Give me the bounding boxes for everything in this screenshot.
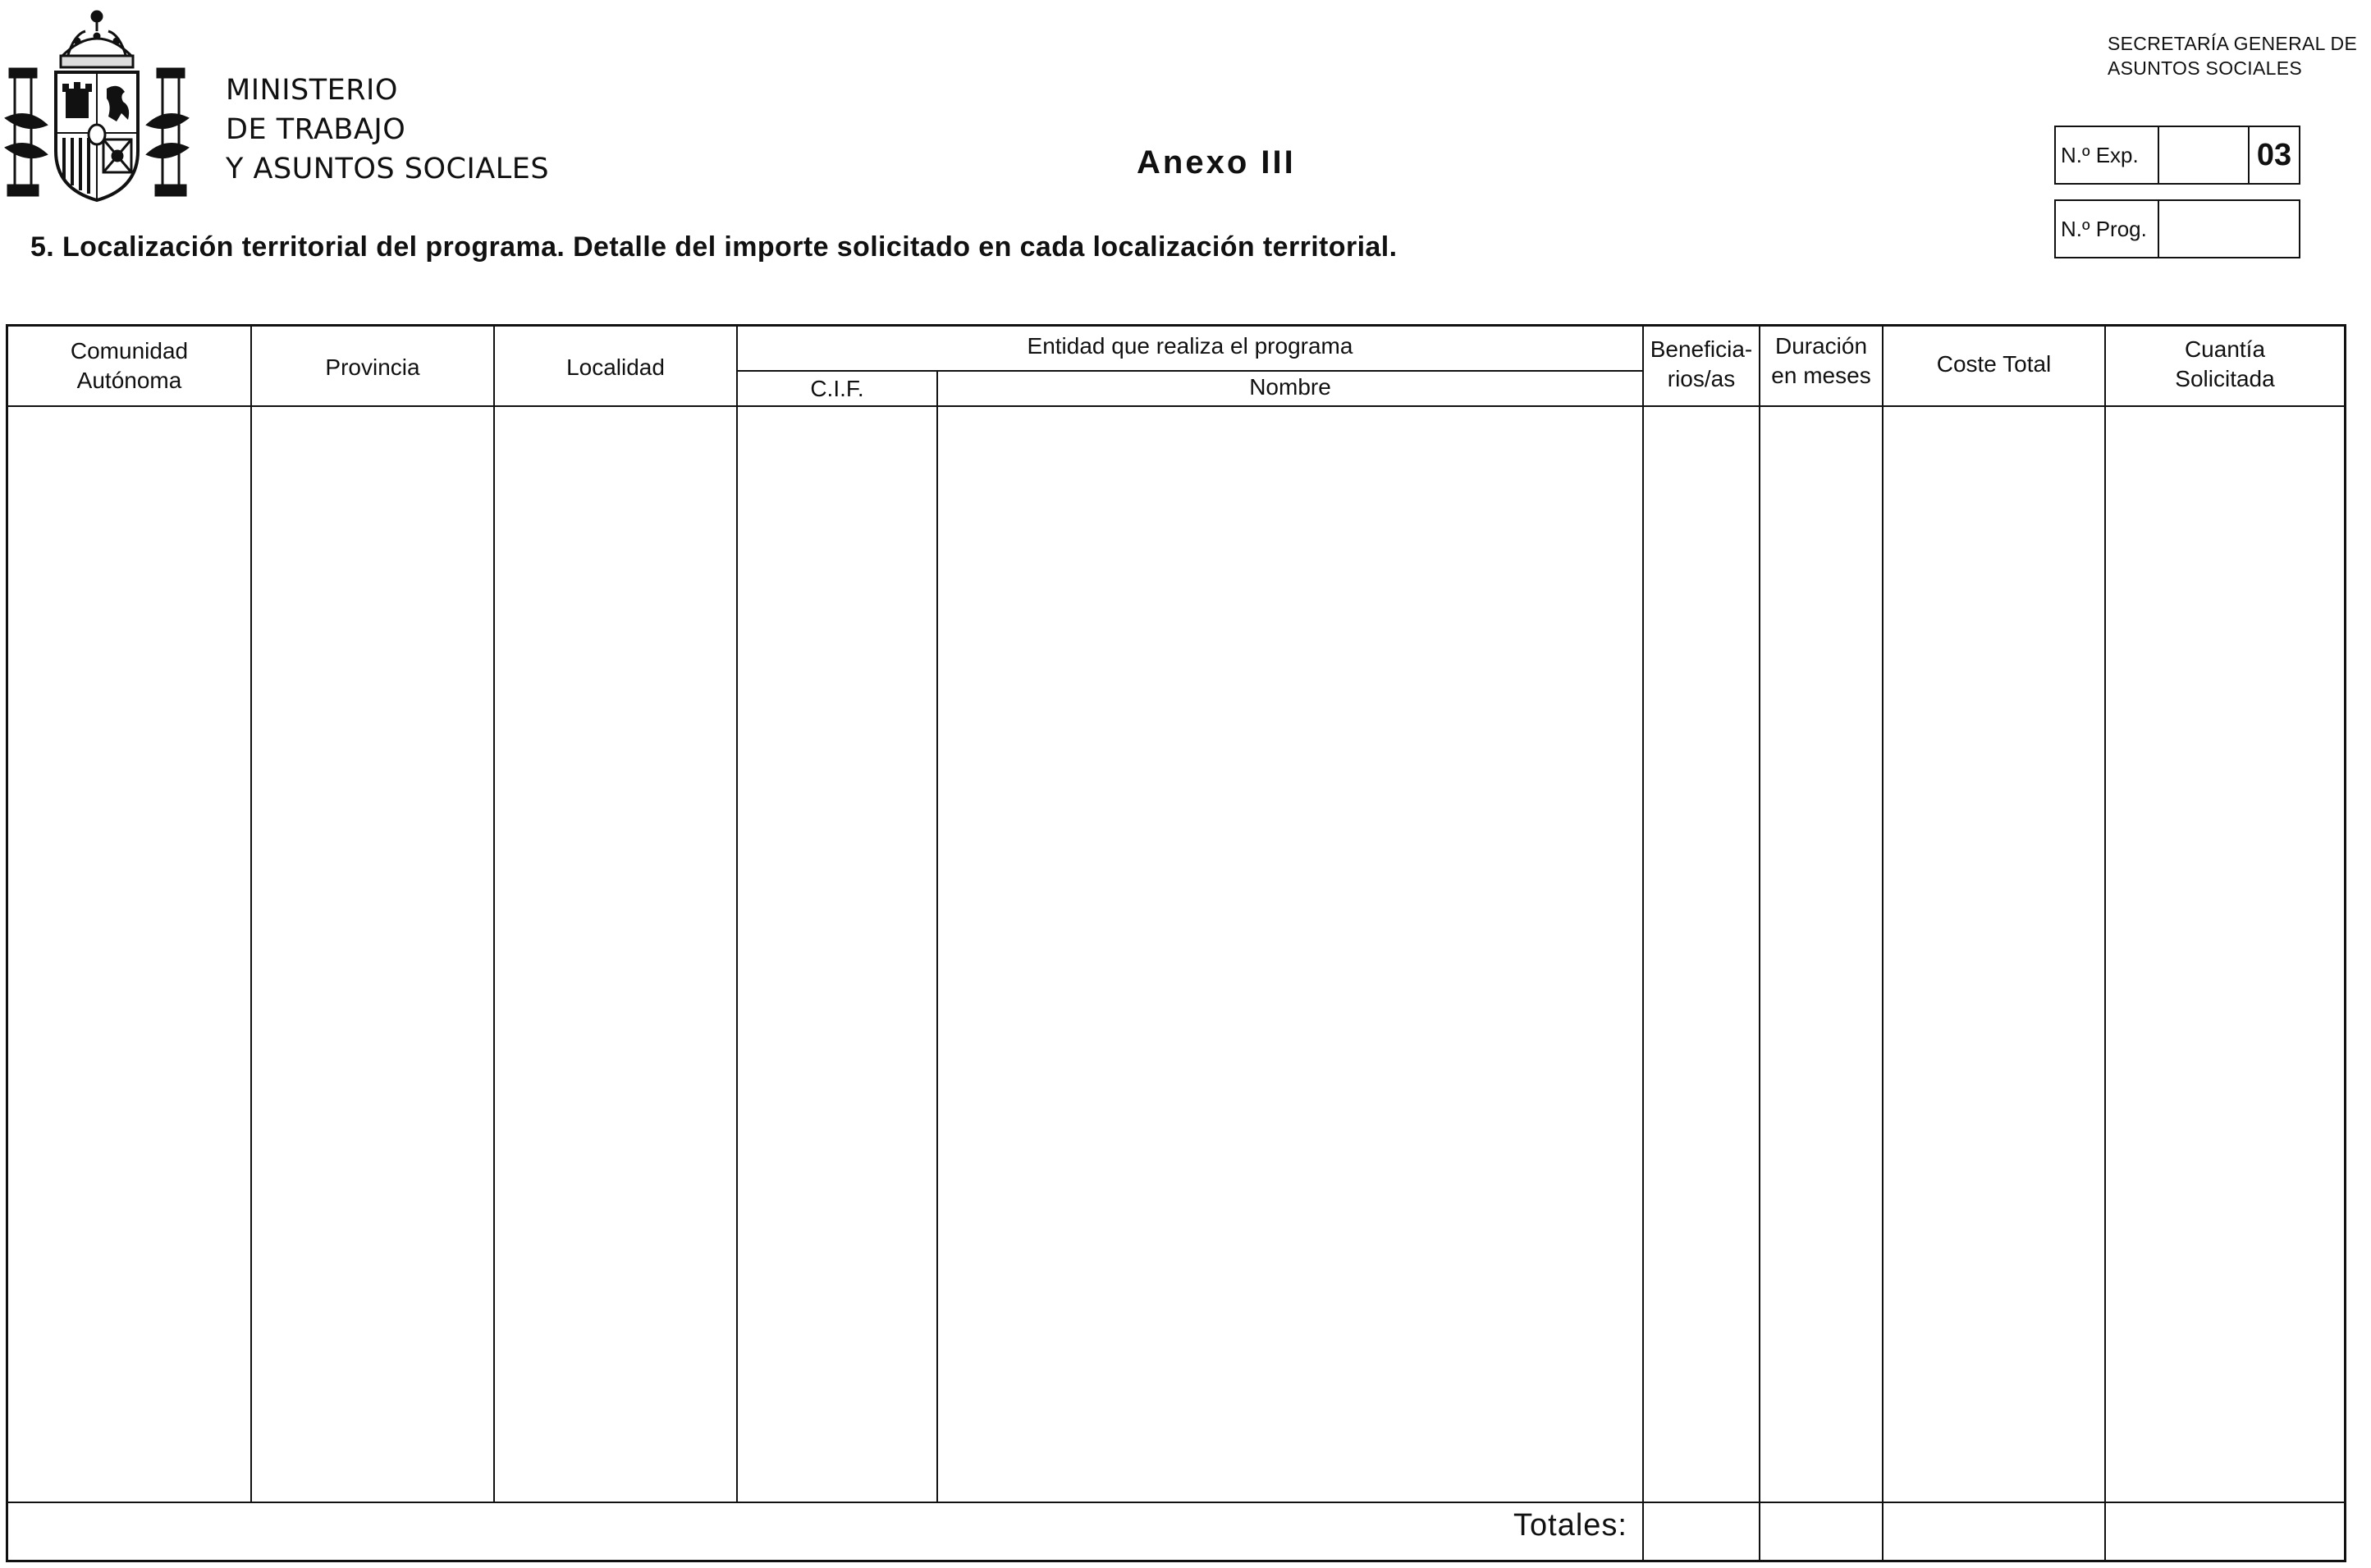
header-cuantia-line: Solicitada xyxy=(2175,366,2275,391)
duracion-cell[interactable] xyxy=(1760,407,1882,1502)
secretaria-line: SECRETARÍA GENERAL DE xyxy=(2108,33,2358,54)
header-coste-total: Coste Total xyxy=(1936,351,2052,377)
expediente-label: N.º Exp. xyxy=(2056,127,2159,183)
annex-title: Anexo III xyxy=(1137,144,1296,181)
coat-of-arms-logo xyxy=(3,3,190,208)
comunidad-cell[interactable] xyxy=(8,407,250,1502)
pillar-icon xyxy=(148,69,187,195)
programa-label: N.º Prog. xyxy=(2056,201,2159,257)
header-cuantia xyxy=(2106,335,2344,394)
secretaria-name xyxy=(2108,31,2357,80)
header-beneficiarios-line: rios/as xyxy=(1667,366,1736,391)
header-cif: C.I.F. xyxy=(810,376,864,401)
expediente-box xyxy=(2054,126,2300,185)
pillar-icon xyxy=(7,69,46,195)
header-duracion-line: Duración xyxy=(1774,333,1868,359)
coste-total-cell[interactable] xyxy=(1884,407,2104,1502)
total-duracion-cell[interactable] xyxy=(1760,1503,1882,1560)
provincia-cell[interactable] xyxy=(252,407,493,1502)
nombre-cell[interactable] xyxy=(938,407,1642,1502)
header-duracion-line: en meses xyxy=(1771,363,1871,388)
secretaria-line: ASUNTOS SOCIALES xyxy=(2108,57,2303,79)
header-comunidad xyxy=(8,336,250,395)
header-entidad: Entidad que realiza el programa xyxy=(1027,333,1353,359)
header-beneficiarios-line: Beneficia- xyxy=(1650,336,1753,362)
total-coste-cell[interactable] xyxy=(1884,1503,2104,1560)
beneficiarios-cell[interactable] xyxy=(1644,407,1759,1502)
header-provincia: Provincia xyxy=(325,354,420,380)
header-duracion xyxy=(1760,331,1882,391)
header-cuantia-line: Cuantía xyxy=(2184,336,2266,362)
totals-label: Totales: xyxy=(1513,1508,1627,1543)
programa-number-field[interactable] xyxy=(2159,201,2299,257)
ministry-line: Y ASUNTOS SOCIALES xyxy=(226,153,550,185)
header-comunidad-line: Autónoma xyxy=(76,368,182,393)
total-cuantia-cell[interactable] xyxy=(2106,1503,2344,1560)
shield-icon xyxy=(56,72,138,200)
section-title: 5. Localización territorial del programa. Detalle del importe solicitado en cada localización territorial. xyxy=(30,231,1398,263)
localization-table xyxy=(6,324,2346,1562)
total-beneficiarios-cell[interactable] xyxy=(1644,1503,1759,1560)
form-code: 03 xyxy=(2248,127,2299,183)
ministry-name xyxy=(226,71,549,189)
entidad-subheader-rule xyxy=(736,370,1642,372)
header-localidad: Localidad xyxy=(566,354,665,380)
cuantia-cell[interactable] xyxy=(2106,407,2344,1502)
header-beneficiarios xyxy=(1644,335,1759,394)
header-nombre: Nombre xyxy=(1249,374,1331,400)
ministry-line: DE TRABAJO xyxy=(226,113,406,146)
programa-box xyxy=(2054,199,2300,258)
header-comunidad-line: Comunidad xyxy=(70,338,189,363)
cif-cell[interactable] xyxy=(738,407,936,1502)
localidad-cell[interactable] xyxy=(495,407,736,1502)
crown-icon xyxy=(61,11,133,67)
ministry-line: MINISTERIO xyxy=(226,74,398,107)
